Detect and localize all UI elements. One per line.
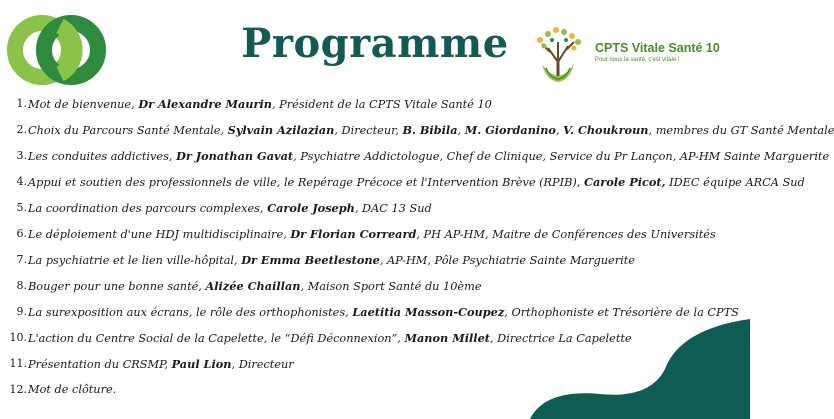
list-item <box>0 328 834 354</box>
item-text-segment: Le déploiement d'une HDJ multidisciplinaire, <box>28 228 291 241</box>
item-text <box>27 172 805 198</box>
item-number: 10. <box>9 331 27 344</box>
item-text <box>27 328 632 354</box>
list-item <box>0 302 834 328</box>
item-text-segment: La surexposition aux écrans, le rôle des orthophonistes, <box>28 306 353 319</box>
item-text-segment: , Directrice La Capelette <box>490 332 632 345</box>
list-item <box>0 276 834 302</box>
item-text-segment: , DAC 13 Sud <box>354 202 432 215</box>
item-number: 2. <box>16 123 27 136</box>
item-number: 5. <box>16 201 27 214</box>
item-text-segment: La psychiatrie et le lien ville-hôpital, <box>28 254 242 267</box>
item-text-segment: , membres du GT Santé Mentale <box>648 124 834 137</box>
item-text <box>27 146 829 172</box>
item-text-segment: L'action du Centre Social de la Capelette, le “Défi Déconnexion”, <box>28 332 405 345</box>
item-text-segment: , AP-HM, Pôle Psychiatrie Sainte Marguerite <box>379 254 635 267</box>
speaker-name: Dr Jonathan Gavat <box>176 149 294 163</box>
list-item <box>0 172 834 198</box>
item-text-segment: , <box>457 124 465 137</box>
item-number: 12. <box>9 383 27 396</box>
item-number: 9. <box>16 305 27 318</box>
item-text-segment: , Directeur <box>231 358 294 371</box>
brand-tagline: Pour nous la santé, c'est vitale ! <box>595 57 680 63</box>
list-item <box>0 380 834 406</box>
item-text-segment: Choix du Parcours Santé Mentale, <box>28 124 228 137</box>
item-text <box>27 198 432 224</box>
item-number: 4. <box>16 175 27 188</box>
item-number: 11. <box>9 357 27 370</box>
page-title: Programme <box>241 20 509 67</box>
item-text-segment: , Orthophoniste et Trésorière de la CPTS <box>504 306 739 319</box>
item-number: 1. <box>16 97 27 110</box>
item-text-segment: Mot de clôture. <box>28 383 117 396</box>
item-text <box>27 276 482 302</box>
list-item <box>0 198 834 224</box>
speaker-name: Manon Millet <box>404 331 490 345</box>
speaker-name: Carole Picot, <box>583 175 666 189</box>
item-text <box>27 250 635 276</box>
list-item <box>0 94 834 120</box>
brand-name: CPTS Vitale Santé 10 <box>595 41 720 55</box>
list-item <box>0 354 834 380</box>
item-number: 8. <box>16 279 27 292</box>
item-text-segment: Mot de bienvenue, <box>28 98 139 111</box>
programme-list <box>0 94 834 406</box>
item-text-segment: Bouger pour une bonne santé, <box>28 280 206 293</box>
list-item <box>0 250 834 276</box>
item-text <box>27 94 492 120</box>
item-text-segment: , Maison Sport Santé du 10ème <box>300 280 482 293</box>
speaker-name: Carole Joseph <box>267 201 355 215</box>
item-text <box>27 120 834 146</box>
speaker-name: V. Choukroun <box>563 123 649 137</box>
item-text <box>27 354 294 380</box>
speaker-name: M. Giordanino <box>464 123 556 137</box>
item-text-segment: , Psychiatre Addictologue, Chef de Clinique, Service du Pr Lançon, AP-HM Sainte Marguerite <box>293 150 830 163</box>
speaker-name: B. Bibila <box>402 123 458 137</box>
item-text-segment: , PH AP-HM, Maitre de Conférences des Universités <box>416 228 716 241</box>
speaker-name: Sylvain Azilazian <box>227 123 335 137</box>
speaker-name: Dr Florian Correard <box>290 227 417 241</box>
list-item <box>0 224 834 250</box>
speaker-name: Dr Emma Beetlestone <box>241 253 380 267</box>
item-number: 7. <box>16 253 27 266</box>
item-text-segment: , Président de la CPTS Vitale Santé 10 <box>271 98 492 111</box>
speaker-name: Laetitia Masson-Coupez <box>352 305 505 319</box>
item-text-segment: , <box>555 124 564 137</box>
item-text-segment: Appui et soutien des professionnels de ville, le Repérage Précoce et l'Intervention Brève (RPIB), <box>28 176 584 189</box>
list-item <box>0 120 834 146</box>
list-item <box>0 146 834 172</box>
item-number: 3. <box>16 149 27 162</box>
item-text-segment: La coordination des parcours complexes, <box>28 202 268 215</box>
item-text <box>27 380 116 406</box>
speaker-name: Paul Lion <box>171 357 232 371</box>
item-text-segment: Présentation du CRSMP, <box>28 358 172 371</box>
item-text <box>27 302 739 328</box>
item-text-segment: IDEC équipe ARCA Sud <box>665 176 805 189</box>
item-number: 6. <box>16 227 27 240</box>
speaker-name: Dr Alexandre Maurin <box>138 97 272 111</box>
item-text-segment: Les conduites addictives, <box>28 150 177 163</box>
item-text <box>27 224 716 250</box>
speaker-name: Alizée Chaillan <box>205 279 301 293</box>
item-text-segment: , Directeur, <box>334 124 403 137</box>
